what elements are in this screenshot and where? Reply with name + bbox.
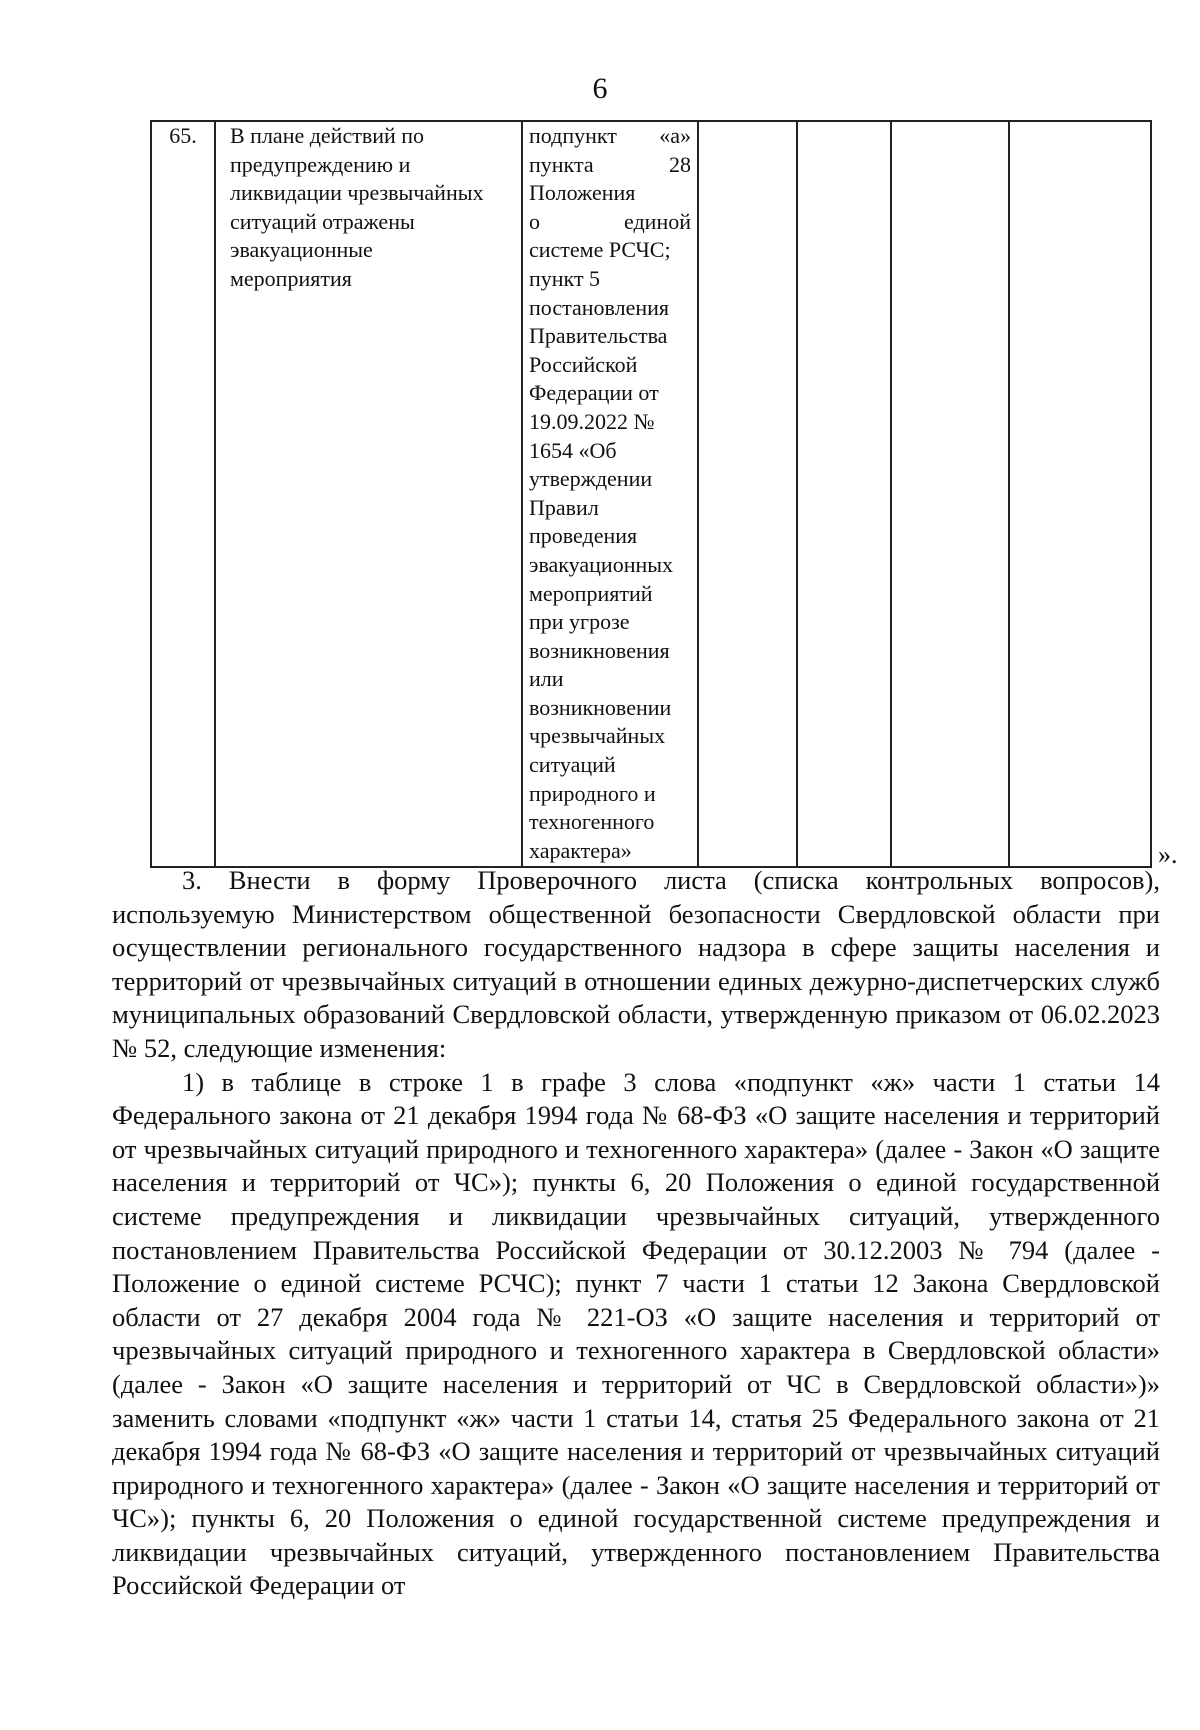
description-cell — [215, 121, 522, 867]
basis-line: Правил — [529, 494, 599, 520]
basis-line: 1654 «Об — [529, 437, 617, 463]
basis-line: эвакуационных — [529, 551, 674, 577]
legal-basis-cell — [522, 121, 698, 867]
basis-line: о единой — [529, 208, 691, 234]
basis-line: проведения — [529, 523, 638, 549]
empty-cell — [891, 121, 1009, 867]
empty-cell — [698, 121, 797, 867]
basis-line: природного и — [529, 780, 656, 806]
basis-line: возникновения — [529, 637, 670, 663]
basis-line: ситуаций — [529, 752, 616, 778]
basis-line: пункт 5 — [529, 265, 601, 291]
empty-cell — [1009, 121, 1151, 867]
basis-line: Российской — [529, 351, 638, 377]
basis-line: Положения — [529, 180, 636, 206]
body-text — [112, 864, 1160, 1603]
basis-line: возникновении — [529, 694, 672, 720]
basis-line: техногенного — [529, 809, 655, 835]
basis-line: Федерации от — [529, 380, 659, 406]
row-number-cell — [151, 121, 215, 867]
basis-line: Правительства — [529, 323, 668, 349]
basis-line: утверждении — [529, 466, 653, 492]
closing-quote: ». — [1158, 840, 1178, 869]
paragraph-item-3: 3. Внести в форму Проверочного листа (списка контрольных вопросов), используемую Министерством общественной безопасности Свердловской области при осуществлении регионального государственного надзора в сфере защиты населения и территорий от чрезвычайных ситуаций в отношении единых дежурно-диспетчерских служб муниципальных образований Свердловской области, утвержденную приказом от 06.02.2023 № 52, следующие изменения: — [112, 865, 1160, 1063]
basis-line: характера» — [529, 837, 632, 863]
description-line: В плане действий по — [230, 123, 425, 148]
basis-line: пункта 28 — [529, 151, 691, 177]
basis-line: чрезвычайных — [529, 723, 666, 749]
description-line: эвакуационные — [230, 237, 373, 263]
basis-line: подпункт «а» — [529, 123, 691, 148]
basis-line: при угрозе — [529, 609, 630, 635]
description-line: мероприятия — [230, 265, 352, 291]
description-line: ликвидации чрезвычайных — [230, 180, 484, 206]
basis-line: системе РСЧС; — [529, 237, 671, 263]
basis-line: мероприятий — [529, 580, 653, 606]
page-number: 6 — [592, 72, 608, 105]
basis-line: или — [529, 666, 564, 692]
row-number: 65. — [169, 123, 197, 148]
description-line: ситуаций отражены — [230, 208, 415, 234]
basis-line: постановления — [529, 294, 670, 320]
checklist-table — [150, 120, 1152, 868]
paragraph-subitem-1: 1) в таблице в строке 1 в графе 3 слова «подпункт «ж» части 1 статьи 14 Федерального закона от 21 декабря 1994 года № 68-ФЗ «О защите населения и территорий от чрезвычайных ситуаций природного и техногенного характера» (далее - Закон «О защите населения и территорий от ЧС»); пункты 6, 20 Положения о единой государственной системе предупреждения и ликвидации чрезвычайных ситуаций, утвержденного постановлением Правительства Российской Федерации от 30.12.2003 № 794 (далее - Положение о единой системе РСЧС); пункт 7 части 1 статьи 12 Закона Свердловской области от 27 декабря 2004 года № 221-ОЗ «О защите населения и территорий от чрезвычайных ситуаций природного и техногенного характера в Свердловской области» (далее - Закон «О защите населения и территорий от ЧС в Свердловской области»)» заменить словами «подпункт «ж» части 1 статьи 14, статья 25 Федерального закона от 21 декабря 1994 года № 68-ФЗ «О защите населения и территорий от чрезвычайных ситуаций природного и техногенного характера» (далее - Закон «О защите населения и территорий от ЧС»); пункты 6, 20 Положения о единой государственной системе предупреждения и ликвидации чрезвычайных ситуаций, утвержденного постановлением Правительства Российской Федерации от — [112, 1066, 1160, 1601]
empty-cell — [797, 121, 891, 867]
description-line: предупреждению и — [230, 151, 411, 177]
table-row — [151, 121, 1151, 867]
basis-line: 19.09.2022 № — [529, 408, 655, 434]
